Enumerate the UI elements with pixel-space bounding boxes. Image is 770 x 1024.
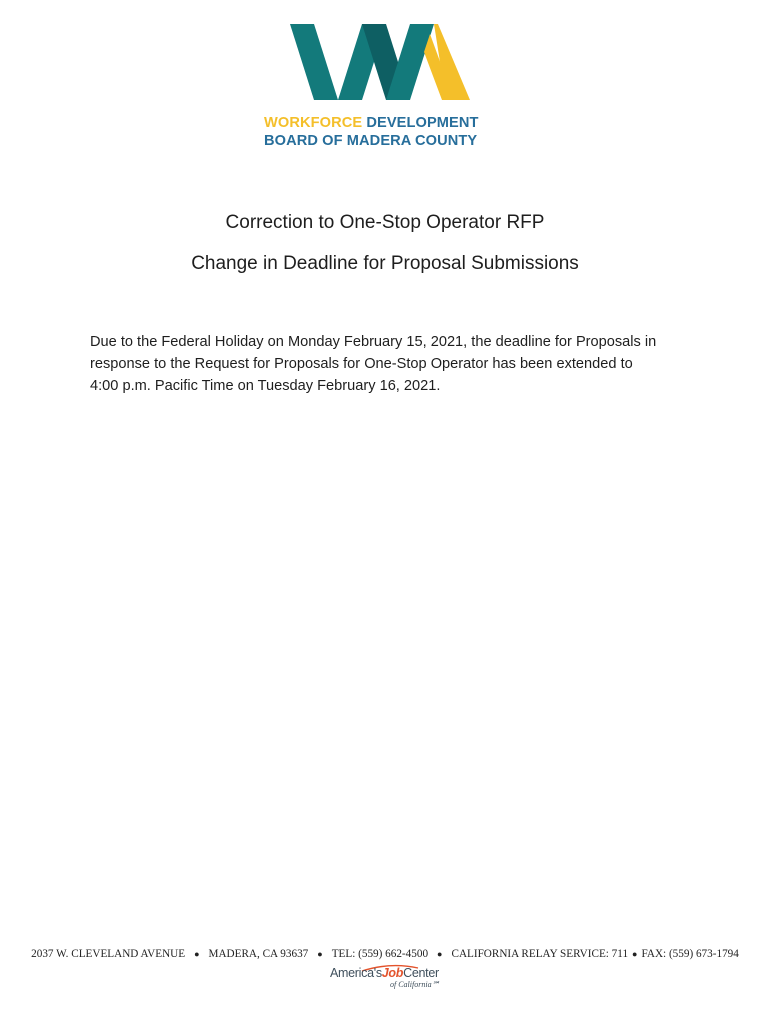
bullet-separator: ● [632, 949, 638, 959]
paragraph-line: 4:00 p.m. Pacific Time on Tuesday February 16, 2021. [90, 378, 441, 394]
footer-city: MADERA, CA 93637 [208, 948, 309, 960]
paragraph-line: Due to the Federal Holiday on Monday February 15, 2021, the deadline for Proposals in [90, 334, 657, 350]
logo-text-line-2: BOARD OF MADERA COUNTY [264, 133, 478, 149]
footer-address: 2037 W. CLEVELAND AVENUE [31, 948, 186, 960]
bullet-separator: ● [437, 949, 443, 959]
document-subtitle: Change in Deadline for Proposal Submissions [191, 253, 579, 274]
footer-fax: FAX: (559) 673-1794 [641, 948, 739, 960]
bullet-separator: ● [194, 949, 200, 959]
paragraph-line: response to the Request for Proposals for One-Stop Operator has been extended to [90, 356, 633, 372]
job-center-suffix: Center [403, 966, 439, 980]
americas-job-center-logo [330, 964, 450, 992]
bullet-separator: ● [317, 949, 323, 959]
footer-contact [0, 948, 770, 960]
notice-paragraph [90, 331, 690, 397]
document-title: Correction to One-Stop Operator RFP [225, 212, 545, 233]
footer-tel: TEL: (559) 662-4500 [331, 948, 429, 960]
logo-word-workforce: WORKFORCE [264, 115, 363, 131]
job-center-prefix: America's [330, 966, 382, 980]
footer-relay: CALIFORNIA RELAY SERVICE: 711 [451, 948, 629, 960]
logo-text-line-1 [264, 115, 479, 131]
job-center-wordmark [330, 966, 439, 980]
logo-word-development: DEVELOPMENT [366, 115, 479, 131]
wm-logo-mark-icon [290, 22, 470, 102]
board-logo [262, 22, 512, 152]
job-center-sub: of California℠ [390, 980, 440, 989]
job-center-job: Job [381, 966, 404, 980]
